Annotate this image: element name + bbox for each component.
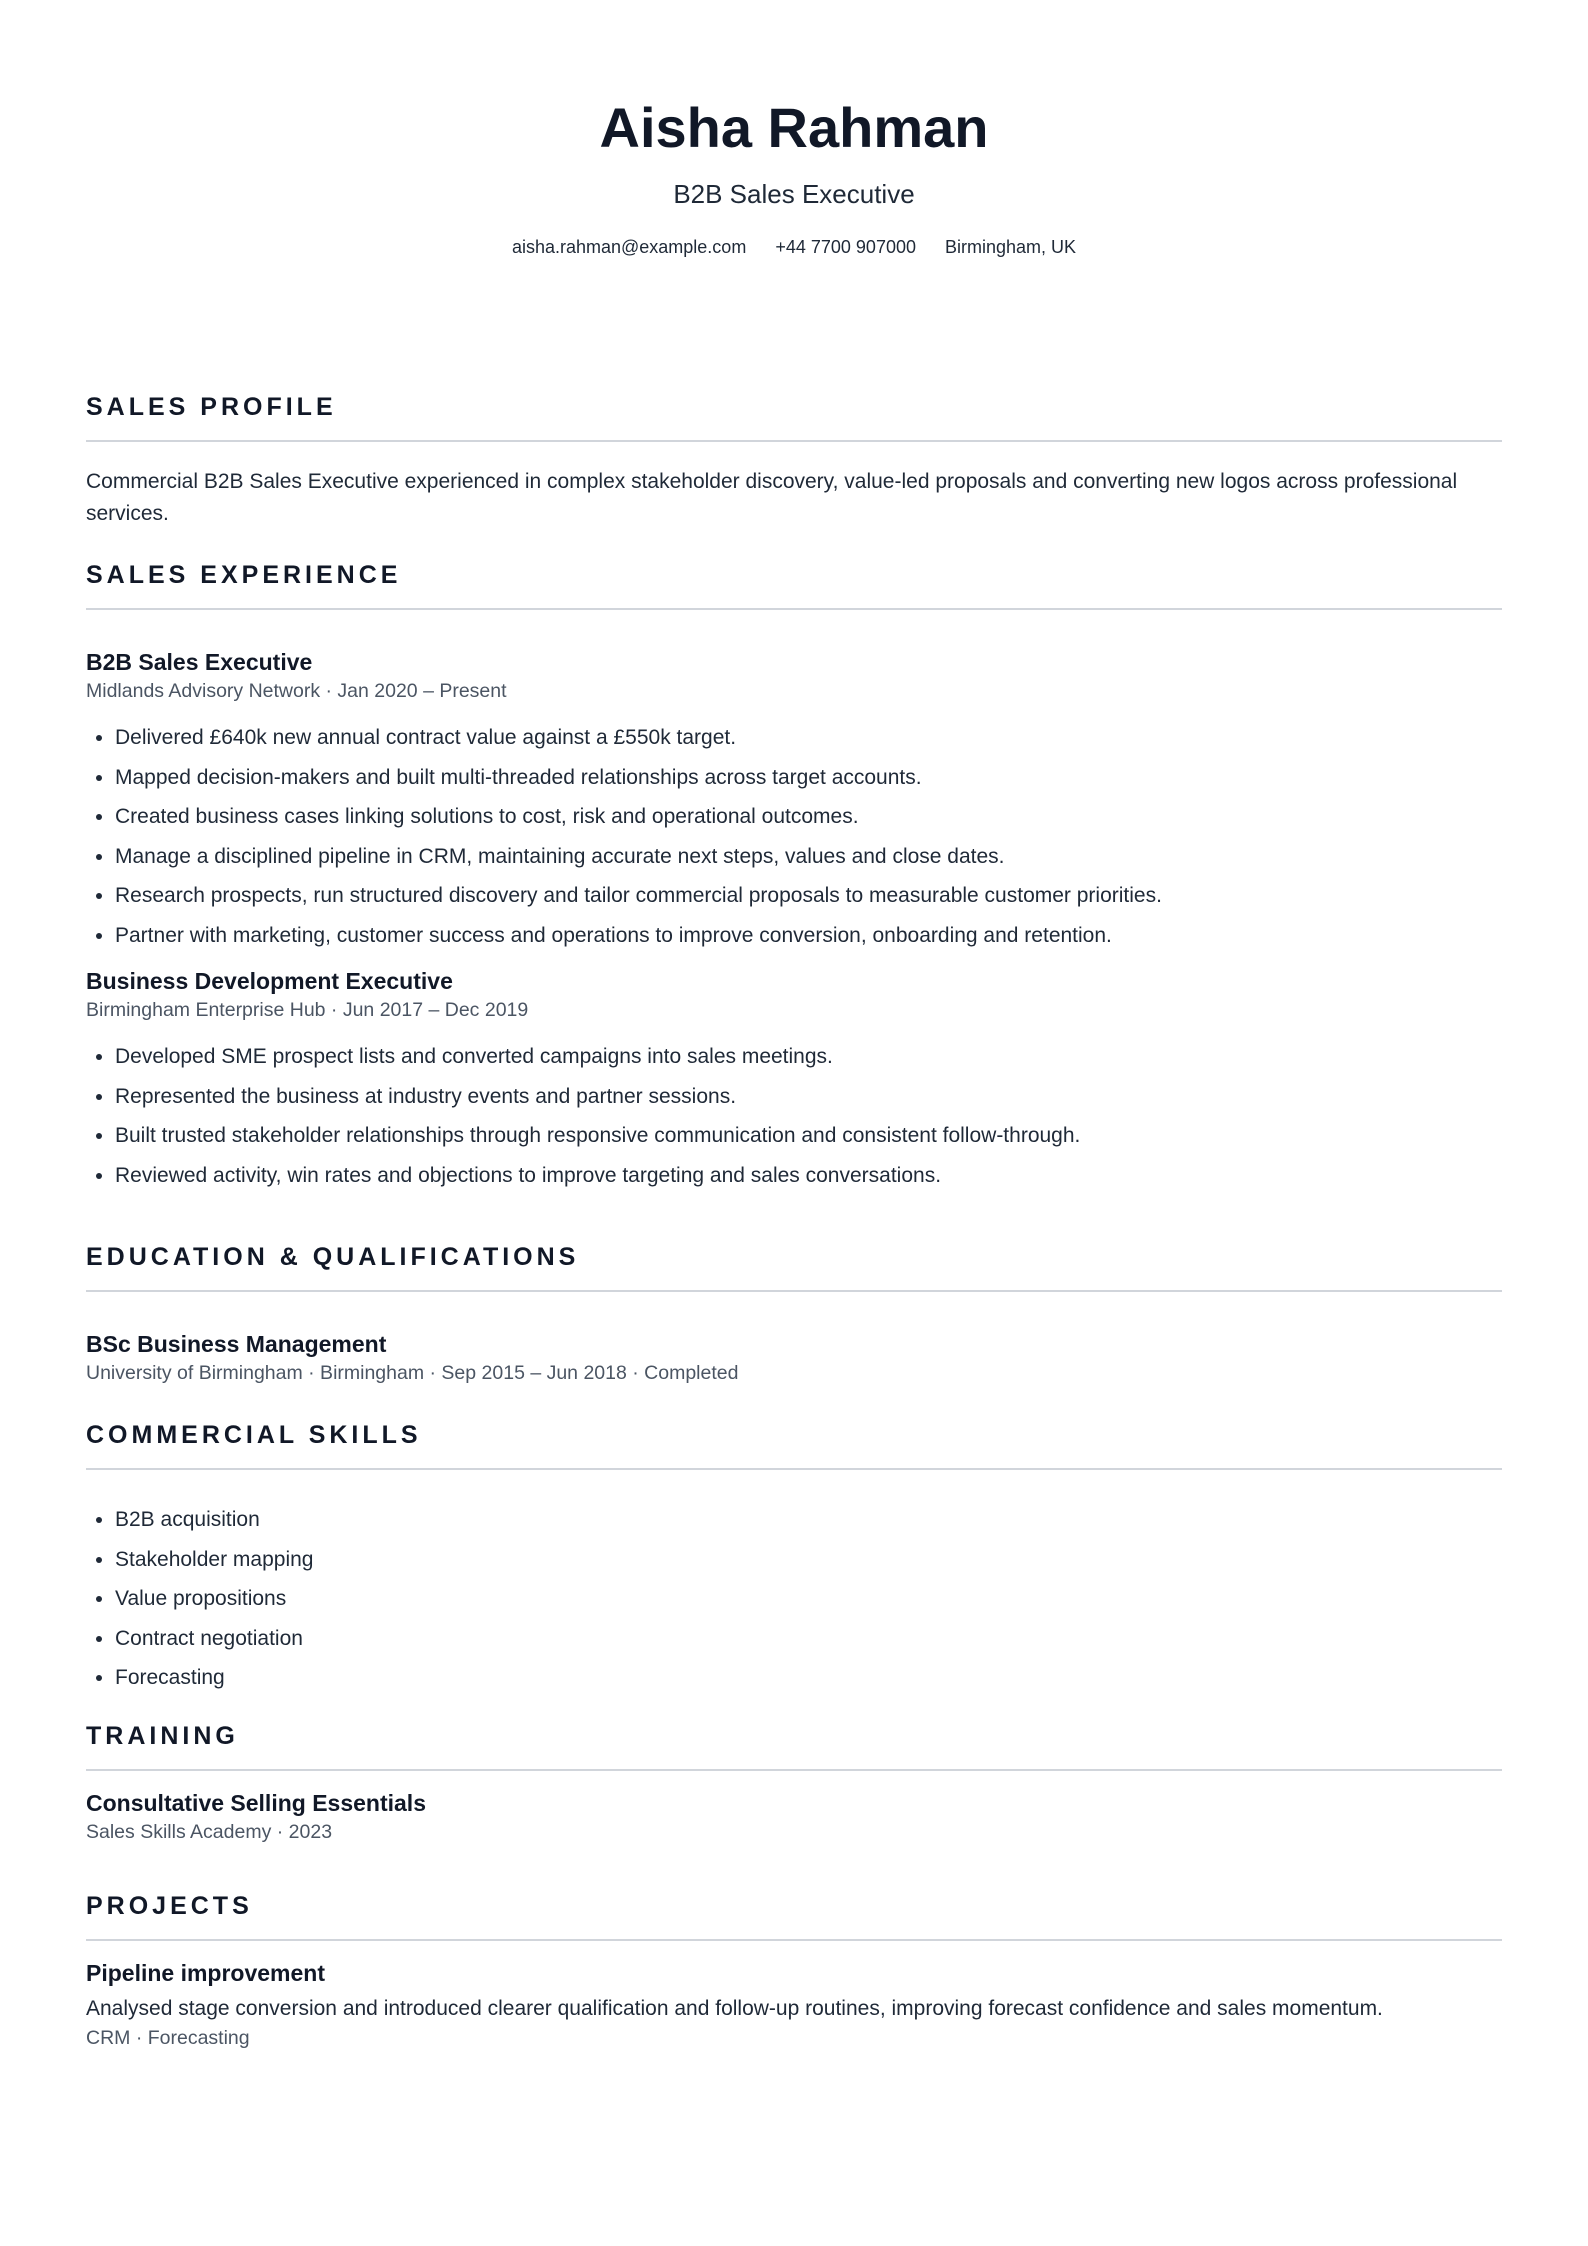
project-name: Pipeline improvement — [86, 1960, 326, 1986]
job-bullets — [86, 718, 1502, 955]
profile-section — [86, 392, 1502, 530]
job-meta: Birmingham Enterprise Hub · Jun 2017 – Dec 2019 — [86, 999, 529, 1021]
projects-section — [86, 1891, 1502, 2051]
job-bullet: • Represented the business at industry events and partner sessions. — [115, 1077, 1502, 1117]
education-degree: BSc Business Management — [86, 1331, 387, 1357]
candidate-name: Aisha Rahman — [599, 96, 989, 159]
section-title-skills: COMMERCIAL SKILLS — [86, 1420, 1502, 1470]
job-meta: Midlands Advisory Network · Jan 2020 – Present — [86, 680, 507, 702]
section-title-projects: PROJECTS — [86, 1891, 1502, 1941]
skill-item: • Value propositions — [115, 1579, 1502, 1619]
resume-header — [86, 0, 1502, 258]
candidate-headline: B2B Sales Executive — [673, 179, 915, 209]
skill-item: • Stakeholder mapping — [115, 1540, 1502, 1580]
job-bullet: • Developed SME prospect lists and converted campaigns into sales meetings. — [115, 1037, 1502, 1077]
training-name: Consultative Selling Essentials — [86, 1790, 426, 1816]
project-description: Analysed stage conversion and introduced clearer qualification and follow-up routines, improving forecast confidence and sales momentum. — [86, 1997, 1383, 2020]
education-entry — [86, 1330, 1502, 1386]
section-title-education: EDUCATION & QUALIFICATIONS — [86, 1242, 1502, 1292]
job-bullet: • Reviewed activity, win rates and objections to improve targeting and sales conversations. — [115, 1156, 1502, 1196]
job-entry — [86, 648, 1502, 955]
job-bullet: • Partner with marketing, customer success and operations to improve conversion, onboarding and retention. — [115, 916, 1502, 956]
job-bullet: • Delivered £640k new annual contract value against a £550k target. — [115, 718, 1502, 758]
experience-section — [86, 560, 1502, 1195]
skill-item: • B2B acquisition — [115, 1500, 1502, 1540]
contact-phone: +44 7700 907000 — [775, 237, 916, 257]
job-bullets — [86, 1037, 1502, 1195]
section-title-training: TRAINING — [86, 1721, 1502, 1771]
education-meta: University of Birmingham · Birmingham · Sep 2015 – Jun 2018 · Completed — [86, 1362, 739, 1384]
job-role: Business Development Executive — [86, 968, 453, 994]
training-entry — [86, 1789, 1502, 1845]
project-tags: CRM · Forecasting — [86, 2027, 250, 2049]
skills-section — [86, 1420, 1502, 1698]
contact-line — [86, 236, 1502, 258]
skill-item: • Contract negotiation — [115, 1619, 1502, 1659]
job-bullet: • Research prospects, run structured discovery and tailor commercial proposals to measurable customer priorities. — [115, 876, 1502, 916]
section-title-experience: SALES EXPERIENCE — [86, 560, 1502, 610]
skill-item: • Forecasting — [115, 1658, 1502, 1698]
job-role: B2B Sales Executive — [86, 649, 313, 675]
job-bullet: • Created business cases linking solutions to cost, risk and operational outcomes. — [115, 797, 1502, 837]
training-meta: Sales Skills Academy · 2023 — [86, 1821, 333, 1843]
section-title-profile: SALES PROFILE — [86, 392, 1502, 442]
training-section — [86, 1721, 1502, 1845]
project-entry — [86, 1959, 1502, 2051]
contact-location: Birmingham, UK — [945, 237, 1077, 257]
job-bullet: • Built trusted stakeholder relationships through responsive communication and consistent follow-through. — [115, 1116, 1502, 1156]
contact-email: aisha.rahman@example.com — [511, 237, 747, 257]
job-entry — [86, 967, 1502, 1195]
education-section — [86, 1242, 1502, 1386]
job-bullet: • Mapped decision-makers and built multi-threaded relationships across target accounts. — [115, 758, 1502, 798]
job-bullet: • Manage a disciplined pipeline in CRM, maintaining accurate next steps, values and close dates. — [115, 837, 1502, 877]
profile-text: Commercial B2B Sales Executive experienced in complex stakeholder discovery, value-led proposals and converting new logos across professional services. — [86, 470, 1458, 525]
skills-list — [86, 1500, 1502, 1698]
